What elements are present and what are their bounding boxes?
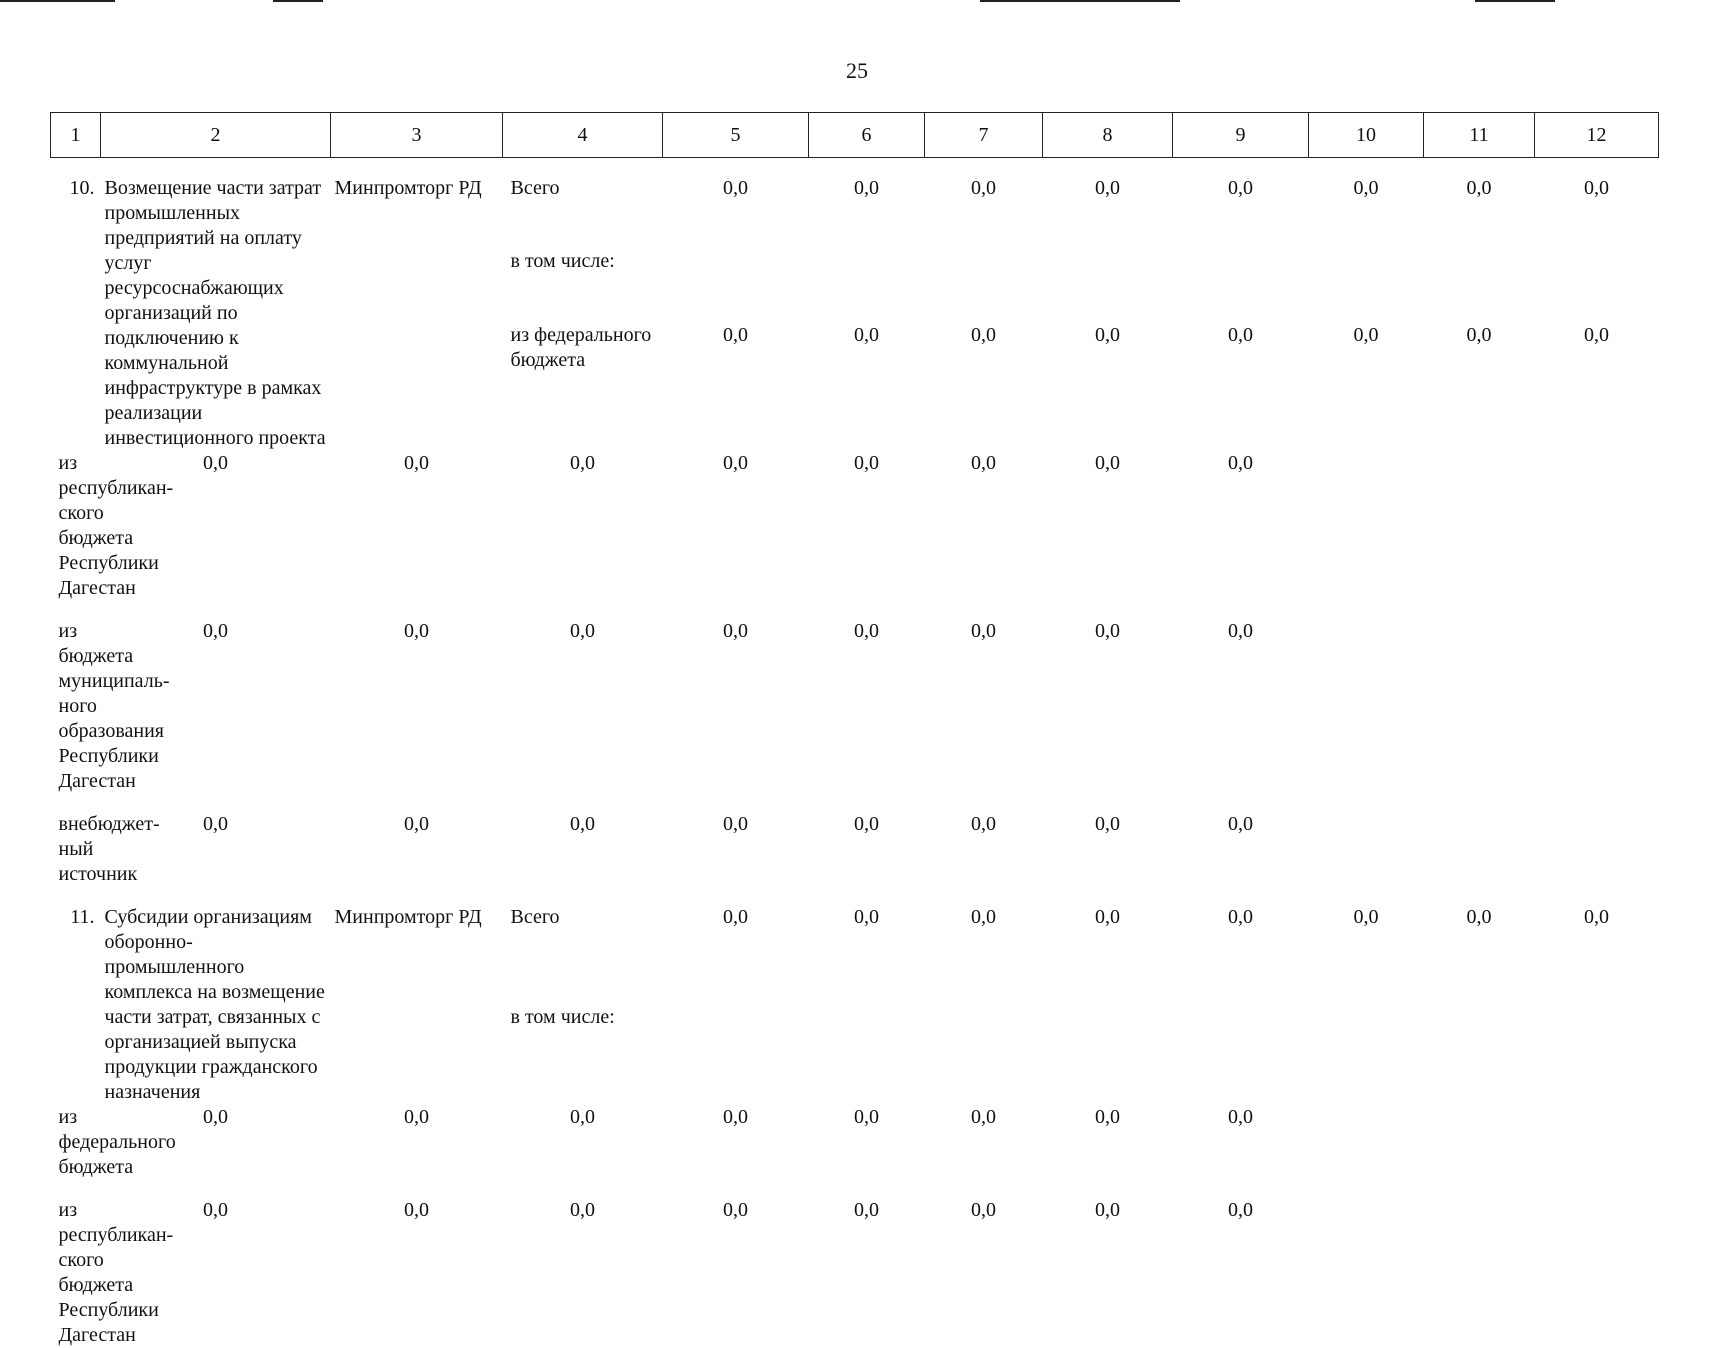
value-cell: 0,0	[971, 452, 996, 474]
value-cell: 0,0	[854, 620, 879, 642]
value-cell: 0,0	[203, 813, 228, 835]
row-spacer	[51, 601, 1659, 619]
funding-source: Всего	[510, 177, 560, 199]
value-cell: 0,0	[1353, 323, 1379, 346]
value-cell: 0,0	[1466, 323, 1492, 346]
scan-edge-line	[980, 0, 1180, 2]
value-cell: 0,0	[854, 452, 879, 474]
funding-source: внебюджет-ный источник	[58, 813, 160, 885]
column-header-9: 9	[1173, 113, 1309, 158]
column-header-4: 4	[503, 113, 663, 158]
value-cell	[1424, 1005, 1535, 1087]
value-cell	[925, 1005, 1043, 1087]
value-cell: 0,0	[570, 620, 595, 642]
scan-edge-line	[1475, 0, 1555, 2]
value-cell: 0,0	[971, 906, 996, 928]
value-cell: 0,0	[570, 813, 595, 835]
value-cell: 0,0	[404, 1199, 429, 1221]
value-cell: 0,0	[971, 1106, 996, 1128]
value-cell: 0,0	[854, 906, 879, 928]
column-header-11: 11	[1424, 113, 1535, 158]
funding-source: из бюджета муниципаль-ного образования Республики Дагестан	[58, 620, 170, 792]
value-cell: 0,0	[404, 813, 429, 835]
value-cell: 0,0	[570, 1199, 595, 1221]
page-number: 25	[846, 58, 868, 83]
column-header-3: 3	[331, 113, 503, 158]
funding-source: из республикан-ского бюджета Республики Дагестан	[58, 1199, 174, 1346]
column-header-1: 1	[51, 113, 101, 158]
funding-source: из федерального бюджета	[58, 1106, 176, 1178]
column-header-6: 6	[809, 113, 925, 158]
value-cell	[1173, 1005, 1309, 1087]
item-number: 10.	[69, 177, 95, 199]
value-cell: 0,0	[1095, 177, 1120, 199]
value-cell: 0,0	[971, 177, 996, 199]
value-cell: 0,0	[203, 1106, 228, 1128]
column-header-10: 10	[1309, 113, 1424, 158]
value-cell: 0,0	[723, 620, 748, 642]
table-row	[51, 451, 1659, 601]
value-cell	[663, 1005, 809, 1087]
value-cell: 0,0	[854, 1199, 879, 1221]
value-cell: 0,0	[1353, 177, 1379, 199]
column-header-5: 5	[663, 113, 809, 158]
value-cell	[1043, 1005, 1173, 1087]
value-cell	[1309, 1005, 1424, 1087]
value-cell: 0,0	[570, 452, 595, 474]
column-header-8: 8	[1043, 113, 1173, 158]
table-row	[51, 812, 1659, 887]
value-cell	[1043, 249, 1173, 304]
value-cell: 0,0	[1584, 177, 1609, 199]
value-cell	[1535, 249, 1659, 304]
value-cell: 0,0	[723, 906, 748, 928]
value-cell: 0,0	[971, 813, 996, 835]
value-cell: 0,0	[404, 452, 429, 474]
value-cell	[1309, 249, 1424, 304]
value-cell: 0,0	[723, 452, 748, 474]
value-cell: 0,0	[854, 323, 879, 346]
value-cell: 0,0	[1228, 177, 1253, 199]
value-cell: 0,0	[1095, 323, 1120, 346]
value-cell: 0,0	[1095, 906, 1120, 928]
funding-source: из республикан-ского бюджета Республики Дагестан	[58, 452, 174, 599]
value-cell: 0,0	[723, 323, 748, 346]
value-cell	[1535, 1005, 1659, 1087]
value-cell: 0,0	[1584, 323, 1609, 346]
value-cell: 0,0	[203, 452, 228, 474]
item-number: 11.	[70, 906, 95, 928]
value-cell: 0,0	[1095, 620, 1120, 642]
table-row	[51, 176, 1659, 231]
value-cell: 0,0	[404, 620, 429, 642]
value-cell: 0,0	[723, 813, 748, 835]
value-cell: 0,0	[1353, 906, 1379, 928]
value-cell: 0,0	[1466, 906, 1492, 928]
value-cell: 0,0	[971, 1199, 996, 1221]
value-cell: 0,0	[1228, 620, 1253, 642]
value-cell: 0,0	[854, 177, 879, 199]
value-cell	[1424, 249, 1535, 304]
value-cell	[663, 249, 809, 304]
value-cell: 0,0	[203, 620, 228, 642]
value-cell: 0,0	[723, 177, 748, 199]
table-row	[51, 905, 1659, 987]
value-cell: 0,0	[1466, 177, 1492, 199]
value-cell	[809, 1005, 925, 1087]
value-cell: 0,0	[1228, 1199, 1253, 1221]
value-cell: 0,0	[971, 323, 996, 346]
value-cell: 0,0	[1095, 813, 1120, 835]
column-number-header	[51, 113, 1659, 158]
table-row	[51, 619, 1659, 794]
value-cell: 0,0	[1228, 906, 1253, 928]
value-cell: 0,0	[1228, 813, 1253, 835]
value-cell: 0,0	[1095, 1199, 1120, 1221]
value-cell: 0,0	[404, 1106, 429, 1128]
column-header-12: 12	[1535, 113, 1659, 158]
value-cell: 0,0	[1584, 906, 1609, 928]
value-cell: 0,0	[854, 1106, 879, 1128]
value-cell: 0,0	[1095, 452, 1120, 474]
row-spacer	[51, 1180, 1659, 1198]
value-cell: 0,0	[854, 813, 879, 835]
value-cell: 0,0	[1228, 452, 1253, 474]
value-cell: 0,0	[570, 1106, 595, 1128]
value-cell: 0,0	[1228, 1106, 1253, 1128]
value-cell: 0,0	[723, 1106, 748, 1128]
item-title: Субсидии организациям оборонно-промышленного комплекса на возмещение части затрат, связанных с организацией выпуска продукции гражданского назначения	[104, 906, 325, 1103]
funding-source: в том числе:	[510, 250, 615, 273]
table-row	[51, 1105, 1659, 1180]
funding-source: в том числе:	[510, 1006, 615, 1028]
row-spacer	[51, 887, 1659, 905]
value-cell: 0,0	[1228, 323, 1253, 346]
item-title: Возмещение части затрат промышленных предприятий на оплату услуг ресурсоснабжающих организаций по подключению к коммунальной инфраструктуре в рамках реализации инвестиционного проекта	[104, 177, 326, 449]
value-cell	[809, 249, 925, 304]
funding-source: Всего	[510, 906, 560, 928]
value-cell	[925, 249, 1043, 304]
value-cell: 0,0	[971, 620, 996, 642]
table-row	[51, 1198, 1659, 1348]
value-cell	[1173, 249, 1309, 304]
row-spacer	[51, 794, 1659, 812]
item-executor: Минпромторг РД	[334, 906, 482, 928]
item-executor: Минпромторг РД	[334, 177, 482, 199]
value-cell: 0,0	[1095, 1106, 1120, 1128]
scan-edge-line	[273, 0, 323, 2]
value-cell: 0,0	[723, 1199, 748, 1221]
value-cell: 0,0	[203, 1199, 228, 1221]
column-header-7: 7	[925, 113, 1043, 158]
funding-source: из федерального бюджета	[510, 323, 652, 371]
budget-table	[50, 112, 1659, 1348]
row-spacer	[51, 158, 1659, 177]
scan-edge-line	[0, 0, 115, 2]
column-header-2: 2	[101, 113, 331, 158]
